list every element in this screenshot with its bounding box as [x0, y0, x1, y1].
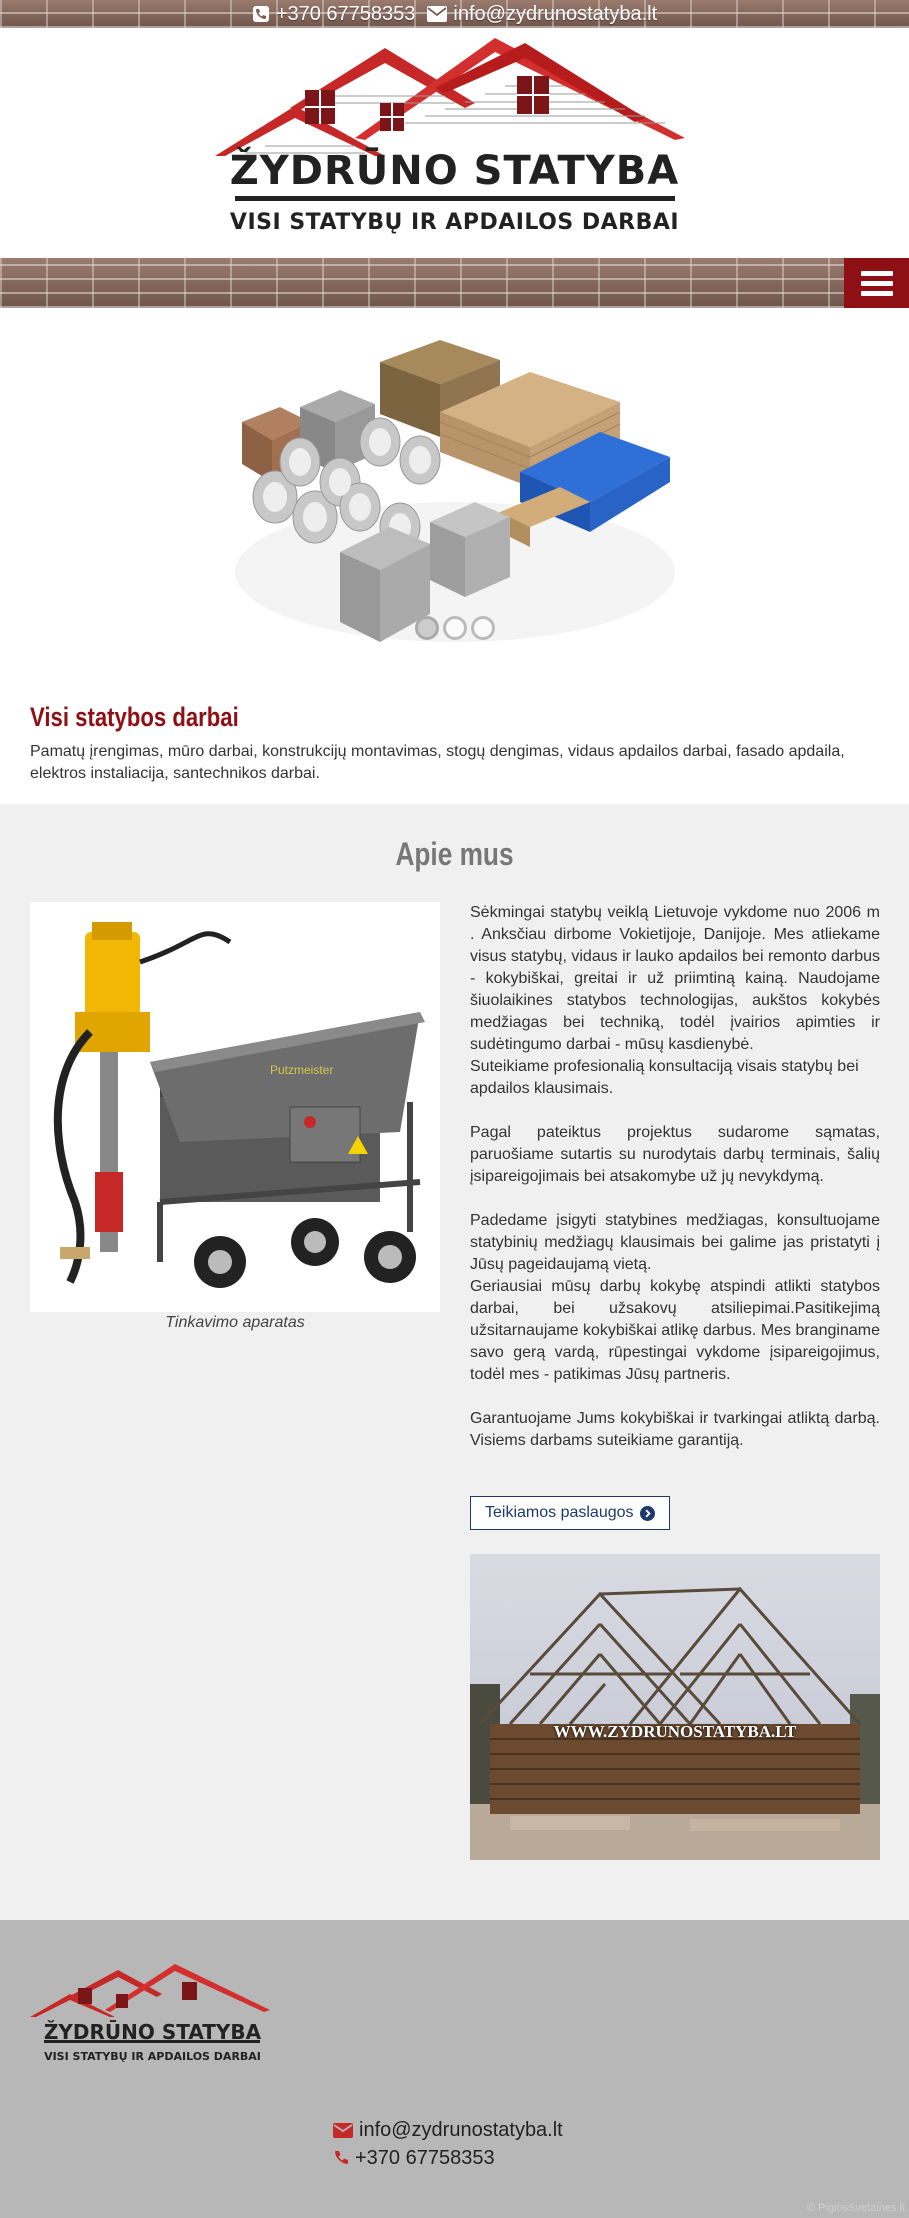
topbar-email-text: info@zydrunostatyba.lt: [453, 2, 658, 25]
phone-icon: [333, 2150, 349, 2166]
topbar-phone[interactable]: [252, 3, 416, 26]
site-logo[interactable]: [205, 28, 705, 258]
logo-subtitle: VISI STATYBŲ IR APDAILOS DARBAI: [229, 210, 680, 235]
intro-text: Pamatų įrengimas, mūro darbai, konstrukcijų montavimas, stogų dengimas, vidaus apdailos darbai, fasado apdaila, elektros instaliacija, santechnikos darbai.: [30, 743, 845, 782]
top-contact-bar: [0, 0, 909, 28]
footer-credit[interactable]: © PigiosSvetaines.lt: [807, 2202, 905, 2214]
hamburger-icon-line: [861, 291, 893, 296]
footer-logo-title: ŽYDRŪNO STATYBA: [43, 2020, 262, 2044]
footer-phone-text: +370 67758353: [355, 2147, 495, 2169]
intro-section: [0, 690, 909, 804]
footer-phone[interactable]: [333, 2144, 563, 2172]
topbar-phone-text: +370 67758353: [275, 2, 416, 25]
envelope-icon: [427, 6, 447, 22]
about-paragraph: Suteikiame profesionalią konsultaciją visais statybų bei apdailos klausimais.: [470, 1058, 859, 1097]
hamburger-icon: [861, 271, 893, 276]
services-button[interactable]: [470, 1496, 670, 1530]
about-paragraph: Garantuojame Jums kokybiškai ir tvarkingai atliktą darbą. Visiems darbams suteikiame garantiją.: [470, 1410, 880, 1449]
slider-dot[interactable]: [471, 616, 495, 640]
services-button-label: Teikiamos paslaugos: [485, 1504, 634, 1521]
site-footer: [0, 1920, 909, 2218]
construction-materials-image: [230, 322, 680, 652]
footer-contact: [333, 2116, 563, 2172]
chevron-right-circle-icon: [640, 1506, 655, 1521]
phone-icon: [252, 5, 270, 23]
plastering-machine-image: [30, 902, 440, 1312]
about-heading: Apie mus: [395, 836, 514, 872]
about-text: [470, 902, 880, 1474]
hamburger-menu-button[interactable]: [844, 258, 909, 308]
logo-title: ŽYDRŪNO STATYBA: [229, 148, 680, 194]
svg-text:Putzmeister: Putzmeister: [270, 1063, 334, 1077]
about-paragraph: Padedame įsigyti statybines medžiagas, konsultuojame statybinių medžiagų klausimais bei galime jas pristatyti į Jūsų pageidaujamą vietą.: [470, 1212, 880, 1273]
site-header: [0, 28, 909, 258]
hamburger-icon-line: [861, 281, 893, 286]
image-caption: Tinkavimo aparatas: [165, 1314, 305, 1331]
intro-heading: Visi statybos darbai: [30, 702, 239, 732]
footer-logo-subtitle: VISI STATYBŲ IR APDAILOS DARBAI: [44, 2050, 261, 2063]
about-paragraph: Sėkmingai statybų veiklą Lietuvoje vykdome nuo 2006 m . Anksčiau dirbome Vokietijoje, Danijoje. Mes atliekame visus statybų, vidaus ir lauko apdailos bei remonto darbus - kokybiškai, greitai ir už priimtiną kainą. Naudojame šiuolaikines statybos technologijas, aukštos kokybės medžiagas bei techniką, todėl įvairios apimties ir sudėtingumo darbai - mūsų kasdienybė.: [470, 904, 880, 1053]
roof-construction-photo: [470, 1554, 880, 1860]
slider-dots: [0, 616, 909, 640]
about-paragraph: Geriausiai mūsų darbų kokybę atspindi atlikti statybos darbai, bei užsakovų atsiliepimai.Pasitikejimą užsitarnaujame kokybiškai atlikę darbus. Mes branginame savo gerą vardą, rūpestingai vykdome įsipareigojimus, todėl mes - patikimas Jūsų partneris.: [470, 1278, 880, 1383]
topbar-email[interactable]: [427, 3, 657, 26]
about-section: [0, 804, 909, 1920]
about-paragraph: Pagal pateiktus projektus sudarome sąmatas, paruošiame sutartis su nurodytais darbų terminais, šalių įsipareigojimais bei atsakomybe už jų nevykdymą.: [470, 1124, 880, 1185]
footer-logo[interactable]: [30, 1962, 275, 2072]
slider-dot[interactable]: [415, 616, 439, 640]
hero-slider: [0, 308, 909, 648]
photo-watermark: WWW.ZYDRUNOSTATYBA.LT: [553, 1722, 797, 1741]
footer-email-text: info@zydrunostatyba.lt: [359, 2119, 563, 2141]
navigation-bar: [0, 258, 909, 308]
footer-email[interactable]: [333, 2116, 563, 2144]
slider-dot[interactable]: [443, 616, 467, 640]
envelope-icon: [333, 2123, 353, 2138]
